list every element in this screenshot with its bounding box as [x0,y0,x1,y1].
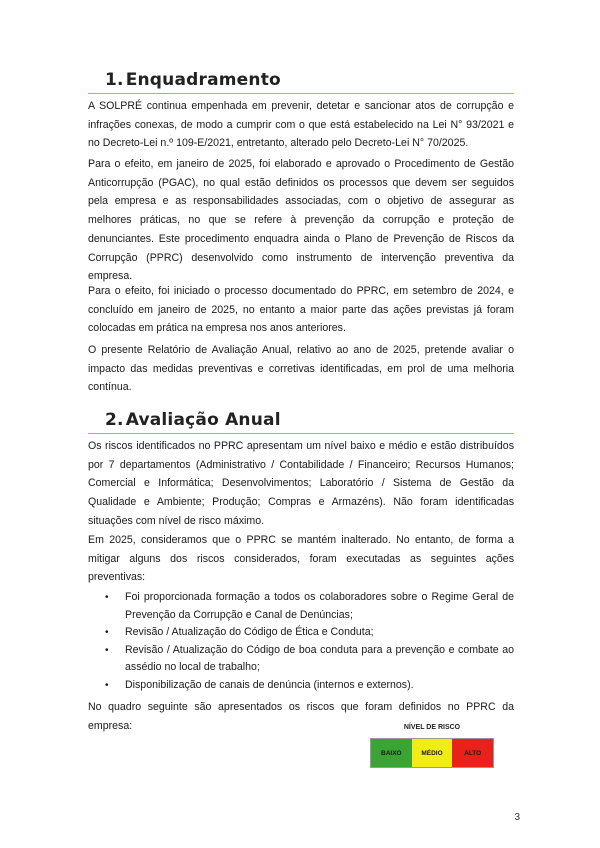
list-item: • Foi proporcionada formação a todos os colaboradores sobre o Regime Geral de Prevenção da Corrupção e Canal de Denúncias; [105,591,514,621]
risk-level-low: BAIXO [371,739,412,767]
bullet-icon: • [105,627,109,638]
paragraph: No quadro seguinte são apresentados os riscos que foram definidos no PPRC da empresa: [88,701,514,732]
list-item: • Revisão / Atualização do Código de boa conduta para a prevenção e combate ao assédio no local de trabalho; [105,643,514,673]
bullet-icon: • [105,644,109,656]
risk-level-high: ALTO [452,739,493,767]
list-item: • Disponibilização de canais de denúncia (internos e externos). [88,677,514,695]
preventive-actions-list [88,589,514,694]
paragraph: O presente Relatório de Avaliação Anual, relativo ao ano de 2025, pretende avaliar o impacto das medidas preventivas e corretivas identificadas, em prol de uma melhoria contínua. [88,344,514,394]
list-item: • Revisão / Atualização do Código de Ética e Conduta; [88,624,514,642]
section-title: Enquadramento [125,70,281,90]
section-heading-avaliacao-anual [88,410,514,434]
bullet-icon: • [105,592,109,603]
page-number: 3 [514,812,520,823]
paragraph: Em 2025, consideramos que o PPRC se mantém inalterado. No entanto, de forma a mitigar alguns dos riscos considerados, foram executadas as seguintes ações preventivas: [88,534,514,584]
bullet-icon: • [105,679,109,691]
section-number: 2. [105,410,124,430]
risk-legend-title: NÍVEL DE RISCO [403,724,461,731]
section-number: 1. [105,70,124,90]
paragraph: A SOLPRÉ continua empenhada em prevenir, detetar e sancionar atos de corrupção e infrações conexas, de modo a cumprir com o que está estabelecido na Lei N° 93/2021 e no Decreto-Lei n.º 109-E/2021, entretanto, alterado pelo Decreto-Lei N° 70/2025. [88,100,514,150]
section-heading-enquadramento [88,70,514,94]
paragraph: Os riscos identificados no PPRC apresentam um nível baixo e médio e estão distribuídos por 7 departamentos (Administrativo / Contabilidade / Financeiro; Recursos Humanos; Comercial e Informática; Desenvolvimentos; Laboratório / Sistema de Gestão da Qualidade e Ambiente; Produção; Compras e Armazéns). Não foram identificadas situações com nível de risco máximo. [88,440,514,527]
risk-legend-bar [370,738,494,768]
section-title: Avaliação Anual [125,410,281,430]
paragraph: Para o efeito, em janeiro de 2025, foi elaborado e aprovado o Procedimento de Gestão Anticorrupção (PGAC), no qual estão definidos os processos que devem ser seguidos pela empresa e as responsabilidades associadas, com o objetivo de assegurar as melhores práticas, no que se refere à prevenção da corrupção e proteção de denunciantes. Este procedimento enquadra ainda o Plano de Prevenção de Riscos da Corrupção (PPRC) desenvolvido como instrumento de intervenção preventiva da empresa. [88,158,514,283]
risk-level-legend [370,724,494,768]
paragraph: Para o efeito, foi iniciado o processo documentado do PPRC, em setembro de 2024, e concluído em janeiro de 2025, no entanto a maior parte das ações previstas já foram colocadas em prática na empresa nos anos anteriores. [88,285,514,335]
risk-level-medium: MÉDIO [412,739,453,767]
